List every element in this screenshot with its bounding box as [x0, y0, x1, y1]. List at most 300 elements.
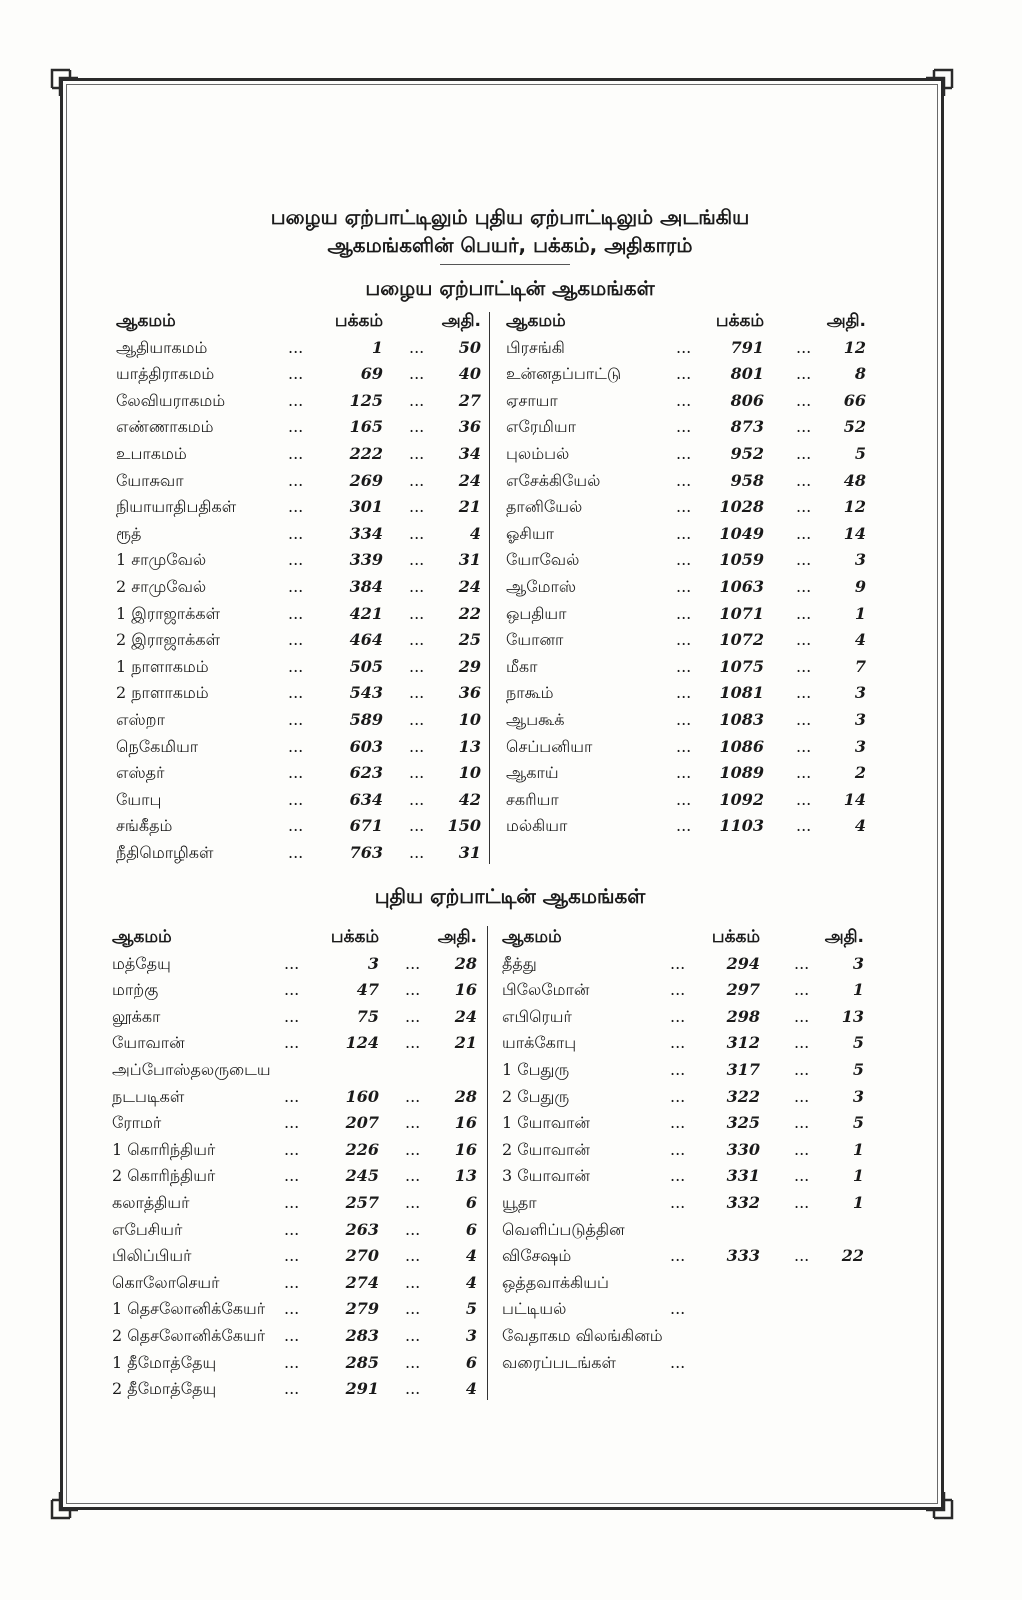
chapter-count: 1 [852, 980, 864, 1000]
page-number: 257 [345, 1192, 379, 1212]
book-name: 1 நாளாகமம் [116, 656, 209, 676]
table-row [112, 1323, 482, 1350]
dot-leader: ... [405, 1246, 421, 1266]
dot-leader: ... [405, 1325, 421, 1345]
chapter-count: 3 [854, 683, 866, 703]
chapter-count: 3 [854, 709, 866, 729]
dot-leader: ... [284, 1299, 300, 1319]
dot-leader: ... [284, 1219, 300, 1239]
book-name: ஆபகூக் [506, 709, 565, 729]
page-number: 334 [349, 523, 383, 543]
dot-leader: ... [670, 1192, 686, 1212]
chapter-count: 8 [854, 364, 866, 384]
dot-leader: ... [288, 417, 304, 437]
page-number: 421 [349, 603, 383, 623]
book-name: 2 தீமோத்தேயு [112, 1379, 217, 1399]
table-row [506, 468, 876, 495]
table-row [116, 361, 486, 388]
chapter-count: 2 [854, 763, 866, 783]
table-row [502, 1350, 872, 1377]
dot-leader: ... [676, 683, 692, 703]
dot-leader: ... [288, 337, 304, 357]
dot-leader: ... [409, 443, 425, 463]
book-name: 3 யோவான் [502, 1166, 590, 1186]
book-name: ஆதியாகமம் [116, 337, 208, 357]
page-number: 279 [345, 1299, 379, 1319]
dot-leader: ... [676, 443, 692, 463]
table-row [506, 601, 876, 628]
table-row [502, 1217, 872, 1244]
book-name: ஒத்தவாக்கியப் [502, 1272, 609, 1292]
book-name: எசேக்கியேல் [506, 470, 601, 490]
book-name: வேதாகம விலங்கினம் [502, 1325, 663, 1345]
dot-leader: ... [670, 980, 686, 1000]
header-chapters: அதி. [441, 311, 481, 331]
dot-leader: ... [284, 1325, 300, 1345]
chapter-count: 1 [854, 603, 866, 623]
dot-leader: ... [796, 709, 812, 729]
dot-leader: ... [794, 1139, 810, 1159]
chapter-count: 6 [465, 1192, 477, 1212]
dot-leader: ... [409, 337, 425, 357]
dot-leader: ... [676, 709, 692, 729]
page-number: 270 [345, 1246, 379, 1266]
dot-leader: ... [676, 736, 692, 756]
chapter-count: 4 [465, 1379, 477, 1399]
page-number: 294 [726, 953, 760, 973]
dot-leader: ... [409, 364, 425, 384]
dot-leader: ... [794, 1166, 810, 1186]
dot-leader: ... [288, 576, 304, 596]
table-row [502, 1004, 872, 1031]
table-row [112, 1350, 482, 1377]
dot-leader: ... [405, 980, 421, 1000]
chapter-count: 27 [458, 390, 481, 410]
dot-leader: ... [409, 603, 425, 623]
book-name: யோசுவா [116, 470, 184, 490]
dot-leader: ... [794, 1192, 810, 1212]
book-name: பட்டியல் [502, 1299, 567, 1319]
dot-leader: ... [796, 470, 812, 490]
page-number: 1063 [719, 576, 764, 596]
page-number: 274 [345, 1272, 379, 1292]
page-number: 464 [349, 630, 383, 650]
chapter-count: 29 [458, 656, 481, 676]
old-testament-left-column [116, 308, 486, 866]
book-name: எரேமியா [506, 417, 576, 437]
page-number: 124 [345, 1033, 379, 1053]
dot-leader: ... [796, 816, 812, 836]
chapter-count: 3 [465, 1325, 477, 1345]
column-divider [487, 926, 488, 1400]
chapter-count: 5 [852, 1033, 864, 1053]
book-name: விசேஷம் [502, 1246, 572, 1266]
dot-leader: ... [676, 603, 692, 623]
chapter-count: 3 [854, 736, 866, 756]
book-name: ஏசாயா [506, 390, 558, 410]
book-name: 2 யோவான் [502, 1139, 590, 1159]
book-name: மீகா [506, 656, 538, 676]
table-row [116, 494, 486, 521]
dot-leader: ... [796, 364, 812, 384]
page-number: 543 [349, 683, 383, 703]
book-name: 1 தீமோத்தேயு [112, 1352, 217, 1372]
header-page: பக்கம் [330, 927, 379, 947]
chapter-count: 24 [458, 470, 481, 490]
table-row [116, 680, 486, 707]
table-row [502, 1190, 872, 1217]
dot-leader: ... [676, 789, 692, 809]
table-row [112, 1110, 482, 1137]
page-number: 332 [726, 1192, 760, 1212]
dot-leader: ... [288, 497, 304, 517]
page-title-line1: பழைய ஏற்பாட்டிலும் புதிய ஏற்பாட்டிலும் அடங்கிய [270, 205, 750, 229]
dot-leader: ... [676, 390, 692, 410]
chapter-count: 10 [458, 709, 481, 729]
table-row [506, 627, 876, 654]
table-row [502, 1057, 872, 1084]
book-name: லூக்கா [112, 1006, 161, 1026]
chapter-count: 21 [458, 497, 481, 517]
page-number: 806 [730, 390, 764, 410]
page-number: 1089 [719, 763, 764, 783]
dot-leader: ... [794, 1113, 810, 1133]
page-title-line2: ஆகமங்களின் பெயர், பக்கம், அதிகாரம் [327, 233, 693, 257]
dot-leader: ... [409, 497, 425, 517]
table-row [116, 521, 486, 548]
table-row [506, 707, 876, 734]
dot-leader: ... [405, 1192, 421, 1212]
chapter-count: 7 [854, 656, 866, 676]
table-row [116, 787, 486, 814]
chapter-count: 40 [458, 364, 481, 384]
dot-leader: ... [409, 656, 425, 676]
table-row [502, 1137, 872, 1164]
dot-leader: ... [284, 1033, 300, 1053]
book-name: புலம்பல் [506, 443, 570, 463]
table-row [506, 813, 876, 840]
corner-ornament-icon [924, 1490, 958, 1524]
dot-leader: ... [796, 603, 812, 623]
dot-leader: ... [796, 417, 812, 437]
page-number: 1028 [719, 497, 764, 517]
book-name: 2 கொரிந்தியர் [112, 1166, 216, 1186]
table-row [502, 1084, 872, 1111]
book-name: 2 பேதுரு [502, 1086, 570, 1106]
dot-leader: ... [796, 390, 812, 410]
page-number: 263 [345, 1219, 379, 1239]
chapter-count: 4 [465, 1246, 477, 1266]
chapter-count: 4 [465, 1272, 477, 1292]
dot-leader: ... [794, 1033, 810, 1053]
page-number: 1059 [719, 550, 764, 570]
dot-leader: ... [670, 1059, 686, 1079]
chapter-count: 3 [852, 953, 864, 973]
book-name: 1 தெசலோனிக்கேயர் [112, 1299, 266, 1319]
dot-leader: ... [409, 789, 425, 809]
table-row [506, 734, 876, 761]
book-name: ரோமர் [112, 1113, 162, 1133]
page-number: 222 [349, 443, 383, 463]
book-name: நீதிமொழிகள் [116, 842, 214, 862]
book-name: யோவான் [112, 1033, 185, 1053]
dot-leader: ... [409, 709, 425, 729]
page-number: 623 [349, 763, 383, 783]
chapter-count: 4 [469, 523, 481, 543]
dot-leader: ... [284, 1166, 300, 1186]
table-row [506, 414, 876, 441]
dot-leader: ... [796, 630, 812, 650]
dot-leader: ... [796, 763, 812, 783]
dot-leader: ... [284, 1086, 300, 1106]
book-name: தீத்து [502, 953, 537, 973]
book-name: நடபடிகள் [112, 1086, 185, 1106]
dot-leader: ... [796, 337, 812, 357]
chapter-count: 10 [458, 763, 481, 783]
dot-leader: ... [794, 1086, 810, 1106]
chapter-count: 12 [843, 497, 866, 517]
dot-leader: ... [670, 1139, 686, 1159]
page-number: 1049 [719, 523, 764, 543]
dot-leader: ... [284, 1352, 300, 1372]
book-name: ஒபதியா [506, 603, 567, 623]
page-number: 160 [345, 1086, 379, 1106]
dot-leader: ... [288, 523, 304, 543]
page-number: 1072 [719, 630, 764, 650]
table-row [506, 547, 876, 574]
book-name: 1 யோவான் [502, 1113, 590, 1133]
table-row [116, 654, 486, 681]
header-book: ஆகமம் [112, 927, 172, 947]
old-testament-heading: பழைய ஏற்பாட்டின் ஆகமங்கள் [365, 276, 655, 300]
table-row [112, 1376, 482, 1403]
dot-leader: ... [409, 683, 425, 703]
dot-leader: ... [794, 1059, 810, 1079]
header-chapters: அதி. [437, 927, 477, 947]
chapter-count: 13 [841, 1006, 864, 1026]
dot-leader: ... [405, 1352, 421, 1372]
table-row [116, 414, 486, 441]
table-row [506, 654, 876, 681]
dot-leader: ... [405, 1006, 421, 1026]
dot-leader: ... [794, 1006, 810, 1026]
chapter-count: 5 [852, 1113, 864, 1133]
chapter-count: 34 [458, 443, 481, 463]
table-row [112, 1030, 482, 1057]
page-number: 603 [349, 736, 383, 756]
page-number: 763 [349, 842, 383, 862]
book-name: 2 தெசலோனிக்கேயர் [112, 1325, 266, 1345]
header-book: ஆகமம் [502, 927, 562, 947]
table-row [112, 1004, 482, 1031]
dot-leader: ... [284, 980, 300, 1000]
chapter-count: 36 [458, 417, 481, 437]
dot-leader: ... [676, 417, 692, 437]
page-number: 634 [349, 789, 383, 809]
table-row [502, 951, 872, 978]
book-name: மாற்கு [112, 980, 159, 1000]
chapter-count: 13 [454, 1166, 477, 1186]
table-row [116, 335, 486, 362]
book-name: செப்பனியா [506, 736, 593, 756]
header-chapters: அதி. [824, 927, 864, 947]
dot-leader: ... [405, 1139, 421, 1159]
dot-leader: ... [288, 789, 304, 809]
book-name: ஆகாய் [506, 763, 559, 783]
chapter-count: 5 [852, 1059, 864, 1079]
page-number: 671 [349, 816, 383, 836]
table-row [506, 680, 876, 707]
book-name: சங்கீதம் [116, 816, 173, 836]
table-row [506, 388, 876, 415]
chapter-count: 13 [458, 736, 481, 756]
table-row [112, 1243, 482, 1270]
book-name: யோனா [506, 630, 564, 650]
table-row [506, 521, 876, 548]
page-number: 791 [730, 337, 764, 357]
dot-leader: ... [288, 364, 304, 384]
dot-leader: ... [288, 550, 304, 570]
chapter-count: 16 [454, 1113, 477, 1133]
chapter-count: 24 [458, 576, 481, 596]
header-book: ஆகமம் [506, 311, 566, 331]
page-number: 285 [345, 1352, 379, 1372]
chapter-count: 52 [843, 417, 866, 437]
book-name: நாகூம் [506, 683, 554, 703]
header-page: பக்கம் [715, 311, 764, 331]
chapter-count: 4 [854, 816, 866, 836]
book-name: எபிரெயர் [502, 1006, 572, 1026]
dot-leader: ... [409, 763, 425, 783]
book-name: நெகேமியா [116, 736, 199, 756]
table-row [506, 441, 876, 468]
table-row [506, 361, 876, 388]
dot-leader: ... [796, 736, 812, 756]
book-name: யாக்கோபு [502, 1033, 577, 1053]
dot-leader: ... [676, 364, 692, 384]
chapter-count: 1 [852, 1139, 864, 1159]
chapter-count: 150 [447, 816, 481, 836]
table-row [116, 574, 486, 601]
page-number: 297 [726, 980, 760, 1000]
book-name: 1 இராஜாக்கள் [116, 603, 221, 623]
column-divider [489, 312, 490, 864]
chapter-count: 66 [843, 390, 866, 410]
chapter-count: 9 [854, 576, 866, 596]
page-number: 283 [345, 1325, 379, 1345]
dot-leader: ... [409, 576, 425, 596]
table-row [116, 627, 486, 654]
table-row [116, 547, 486, 574]
dot-leader: ... [288, 816, 304, 836]
dot-leader: ... [794, 953, 810, 973]
page-number: 325 [726, 1113, 760, 1133]
table-row [116, 734, 486, 761]
dot-leader: ... [409, 736, 425, 756]
dot-leader: ... [288, 842, 304, 862]
dot-leader: ... [670, 1033, 686, 1053]
table-row [506, 787, 876, 814]
page-number: 1 [371, 337, 383, 357]
dot-leader: ... [796, 656, 812, 676]
dot-leader: ... [796, 789, 812, 809]
dot-leader: ... [794, 1246, 810, 1266]
dot-leader: ... [405, 1086, 421, 1106]
page-number: 3 [367, 953, 379, 973]
page-number: 125 [349, 390, 383, 410]
chapter-count: 3 [854, 550, 866, 570]
dot-leader: ... [405, 1299, 421, 1319]
page-number: 1081 [719, 683, 764, 703]
dot-leader: ... [796, 497, 812, 517]
header-page: பக்கம் [334, 311, 383, 331]
table-row [502, 1323, 872, 1350]
chapter-count: 50 [458, 337, 481, 357]
chapter-count: 3 [852, 1086, 864, 1106]
page-number: 505 [349, 656, 383, 676]
dot-leader: ... [288, 603, 304, 623]
chapter-count: 16 [454, 980, 477, 1000]
page-number: 1092 [719, 789, 764, 809]
page-number: 301 [349, 497, 383, 517]
chapter-count: 22 [458, 603, 481, 623]
chapter-count: 31 [458, 550, 481, 570]
dot-leader: ... [670, 1166, 686, 1186]
table-row [112, 977, 482, 1004]
page-number: 47 [356, 980, 379, 1000]
dot-leader: ... [670, 1299, 686, 1319]
page-number: 589 [349, 709, 383, 729]
dot-leader: ... [409, 470, 425, 490]
old-testament-right-column [506, 308, 876, 840]
table-row [502, 1270, 872, 1297]
page-number: 801 [730, 364, 764, 384]
table-header [112, 924, 482, 951]
dot-leader: ... [284, 1272, 300, 1292]
chapter-count: 1 [852, 1192, 864, 1212]
book-name: தானியேல் [506, 497, 583, 517]
chapter-count: 5 [854, 443, 866, 463]
dot-leader: ... [288, 390, 304, 410]
page-number: 330 [726, 1139, 760, 1159]
page-number: 165 [349, 417, 383, 437]
book-name: நியாயாதிபதிகள் [116, 497, 237, 517]
title-divider [440, 264, 570, 265]
book-name: யோபு [116, 789, 162, 809]
table-header [116, 308, 486, 335]
page-number: 1071 [719, 603, 764, 623]
header-page: பக்கம் [711, 927, 760, 947]
chapter-count: 31 [458, 842, 481, 862]
chapter-count: 14 [843, 523, 866, 543]
page-number: 952 [730, 443, 764, 463]
table-row [112, 1137, 482, 1164]
chapter-count: 36 [458, 683, 481, 703]
page-number: 1075 [719, 656, 764, 676]
dot-leader: ... [796, 550, 812, 570]
dot-leader: ... [670, 953, 686, 973]
table-row [502, 1296, 872, 1323]
dot-leader: ... [405, 1379, 421, 1399]
page-number: 317 [726, 1059, 760, 1079]
chapter-count: 48 [843, 470, 866, 490]
book-name: 1 கொரிந்தியர் [112, 1139, 216, 1159]
book-name: எஸ்றா [116, 709, 165, 729]
dot-leader: ... [796, 683, 812, 703]
table-row [112, 1163, 482, 1190]
book-name: 2 நாளாகமம் [116, 683, 209, 703]
page-number: 298 [726, 1006, 760, 1026]
